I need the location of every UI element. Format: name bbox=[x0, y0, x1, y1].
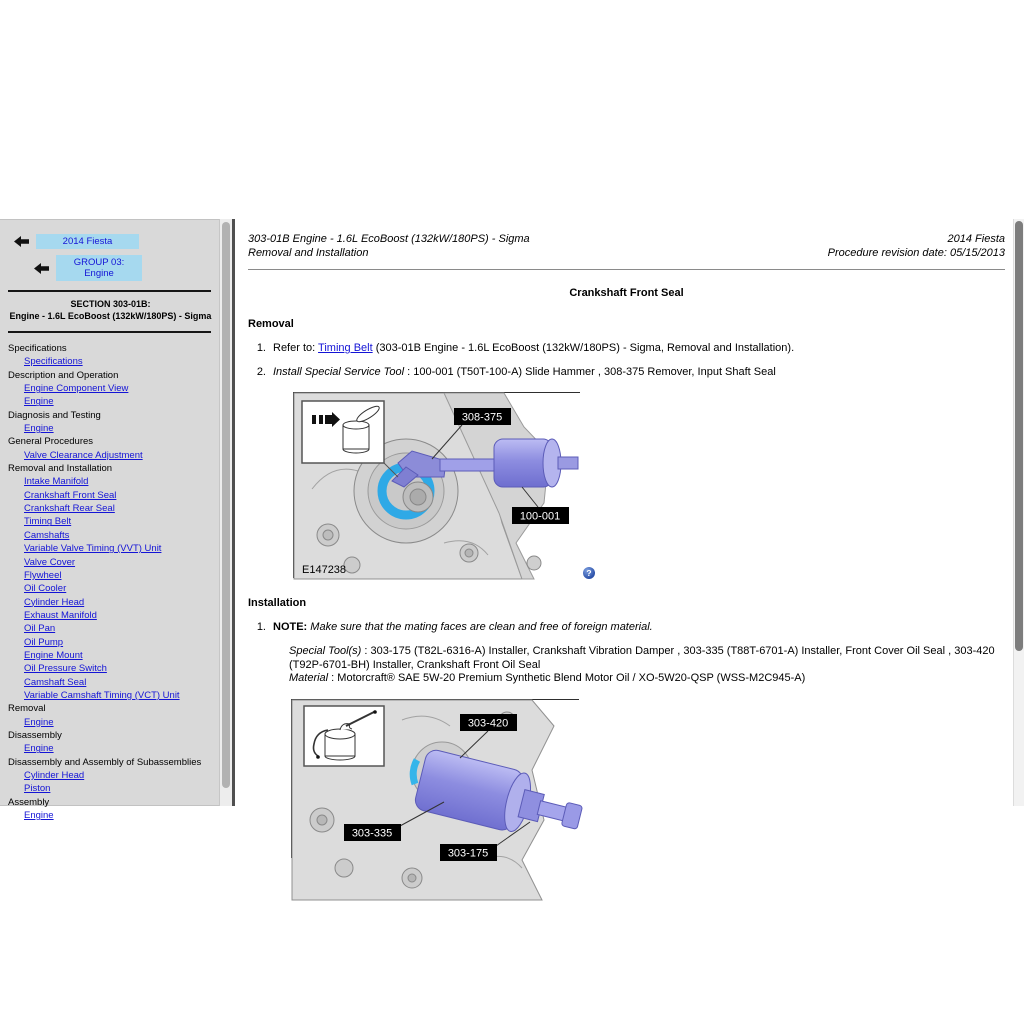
sidebar-link-valve-clearance-adjustment[interactable]: Valve Clearance Adjustment bbox=[24, 449, 143, 461]
section-title-line1: SECTION 303-01B: bbox=[70, 299, 151, 309]
nav-link-row bbox=[8, 716, 213, 729]
removal-step-1 bbox=[248, 342, 1005, 354]
nav-link-row bbox=[8, 542, 213, 555]
step-text: Install Special Service Tool : 100-001 (T50T-100-A) Slide Hammer , 308-375 Remover, Input Shaft Seal bbox=[273, 366, 776, 378]
nav-link-row bbox=[8, 649, 213, 662]
sidebar-link-timing-belt[interactable]: Timing Belt bbox=[24, 516, 72, 528]
back-arrow-icon[interactable] bbox=[34, 263, 49, 274]
sidebar-divider bbox=[8, 331, 211, 333]
sidebar-link-intake-manifold[interactable]: Intake Manifold bbox=[24, 476, 89, 488]
step-number: 1. bbox=[256, 342, 266, 354]
revision-date: Procedure revision date: 05/15/2013 bbox=[827, 246, 1005, 259]
sidebar-link-group-03-engine[interactable]: GROUP 03: Engine bbox=[56, 255, 142, 281]
figure-label: 303-420 bbox=[467, 717, 509, 729]
sidebar-link-engine[interactable]: Engine bbox=[24, 743, 54, 755]
sidebar-link-cylinder-head[interactable]: Cylinder Head bbox=[24, 596, 85, 608]
nav-group-header: Disassembly bbox=[8, 729, 62, 741]
figure-2-seal-installation bbox=[291, 699, 579, 858]
sidebar-link-cylinder-head[interactable]: Cylinder Head bbox=[24, 770, 85, 781]
figure-label: 303-175 bbox=[447, 847, 489, 859]
nav-link-row bbox=[8, 582, 213, 595]
page-scrollbar[interactable] bbox=[1013, 219, 1024, 806]
figure-label: 308-375 bbox=[461, 411, 503, 424]
step-number: 1. bbox=[256, 621, 266, 633]
removal-step-2 bbox=[248, 366, 1005, 378]
nav-group-header: Removal bbox=[8, 703, 46, 715]
procedure-page bbox=[235, 219, 1013, 859]
sidebar-link-exhaust-manifold[interactable]: Exhaust Manifold bbox=[24, 609, 97, 621]
figure-1-wrap bbox=[293, 392, 592, 578]
nav-group-header: Assembly bbox=[8, 796, 50, 808]
nav-link-row bbox=[8, 449, 213, 462]
nav-link-row bbox=[8, 636, 213, 649]
header-rule bbox=[248, 269, 1005, 270]
section-title-line2: Engine - 1.6L EcoBoost (132kW/180PS) - Sigma bbox=[9, 310, 212, 321]
special-tools-line: Special Tool(s) : 303-175 (T82L-6316-A) Installer, Crankshaft Vibration Damper , 303-335 (T88T-6701-A) Installer, Front Cover Oil Seal , 303-420 (T92P-6701-BH) Installer, Crankshaft Front Oil Seal bbox=[289, 645, 995, 671]
nav-link-row bbox=[8, 569, 213, 582]
sidebar-scrollbar-thumb[interactable] bbox=[222, 222, 230, 788]
special-tools-block bbox=[289, 645, 1005, 686]
material-line: Material : Motorcraft® SAE 5W-20 Premium Synthetic Blend Motor Oil / XO-5W20-QSP (WSS-M2C945-A) bbox=[289, 672, 806, 684]
sidebar-link-variable-valve-timing-vvt-unit[interactable]: Variable Valve Timing (VVT) Unit bbox=[24, 543, 162, 555]
nav-group-header: Disassembly and Assembly of Subassemblies bbox=[8, 756, 202, 768]
sidebar bbox=[0, 219, 219, 822]
nav-link-row bbox=[8, 662, 213, 675]
nav-group-header: Description and Operation bbox=[8, 369, 119, 381]
page-scrollbar-thumb[interactable] bbox=[1015, 221, 1023, 651]
nav-link-row bbox=[8, 475, 213, 488]
nav-link-row bbox=[8, 556, 213, 569]
back-nav-group bbox=[34, 255, 213, 281]
sidebar-link-flywheel[interactable]: Flywheel bbox=[24, 569, 62, 581]
doc-subtitle: Removal and Installation bbox=[248, 246, 369, 259]
sidebar-link-valve-cover[interactable]: Valve Cover bbox=[24, 556, 76, 568]
nav-link-row bbox=[8, 689, 213, 702]
figure-1-seal-removal bbox=[293, 392, 580, 578]
installation-step-1 bbox=[248, 621, 1005, 633]
sidebar-link-2014-fiesta[interactable]: 2014 Fiesta bbox=[36, 234, 139, 249]
figure-2-diagram bbox=[292, 700, 580, 900]
section-title bbox=[8, 299, 213, 322]
nav-group-header: General Procedures bbox=[8, 436, 94, 448]
sidebar-link-oil-pan[interactable]: Oil Pan bbox=[24, 623, 56, 635]
sidebar-link-crankshaft-front-seal[interactable]: Crankshaft Front Seal bbox=[24, 489, 117, 501]
sidebar-nav bbox=[8, 342, 213, 822]
nav-link-row bbox=[8, 622, 213, 635]
sidebar-link-engine[interactable]: Engine bbox=[24, 716, 54, 728]
nav-link-row bbox=[8, 782, 213, 795]
nav-link-row bbox=[8, 422, 213, 435]
figure-1-diagram bbox=[294, 393, 581, 579]
nav-link-row bbox=[8, 742, 213, 755]
nav-group-header: Removal and Installation bbox=[8, 463, 113, 475]
sidebar-link-piston[interactable]: Piston bbox=[24, 783, 51, 795]
nav-group-header: Specifications bbox=[8, 343, 67, 354]
sidebar-link-camshaft-seal[interactable]: Camshaft Seal bbox=[24, 676, 87, 688]
nav-link-row bbox=[8, 609, 213, 622]
sidebar-link-oil-pump[interactable]: Oil Pump bbox=[24, 636, 64, 648]
doc-header bbox=[248, 233, 1005, 260]
figure-code: E147238 bbox=[302, 564, 347, 576]
nav-link-row bbox=[8, 769, 213, 782]
sidebar-link-oil-cooler[interactable]: Oil Cooler bbox=[24, 583, 67, 595]
manual-viewer bbox=[0, 219, 1024, 859]
figure-label: 303-335 bbox=[351, 827, 393, 839]
doc-title: 303-01B Engine - 1.6L EcoBoost (132kW/180PS) - Sigma bbox=[248, 233, 530, 245]
sidebar-link-engine-component-view[interactable]: Engine Component View bbox=[24, 383, 129, 395]
step-text: NOTE: Make sure that the mating faces are clean and free of foreign material. bbox=[273, 621, 653, 633]
nav-link-row bbox=[8, 502, 213, 515]
nav-link-row bbox=[8, 355, 213, 368]
sidebar-link-crankshaft-rear-seal[interactable]: Crankshaft Rear Seal bbox=[24, 503, 115, 515]
sidebar-link-engine-mount[interactable]: Engine Mount bbox=[24, 649, 83, 661]
nav-link-row bbox=[8, 529, 213, 542]
figure-label: 100-001 bbox=[519, 510, 561, 523]
sidebar-scrollbar[interactable] bbox=[219, 219, 232, 806]
step-number: 2. bbox=[256, 366, 266, 378]
back-nav-vehicle bbox=[14, 234, 213, 249]
nav-link-row bbox=[8, 489, 213, 502]
sidebar-link-oil-pressure-switch[interactable]: Oil Pressure Switch bbox=[24, 663, 107, 675]
nav-link-row bbox=[8, 395, 213, 408]
nav-link-row bbox=[8, 809, 213, 822]
sidebar-link-engine[interactable]: Engine bbox=[24, 423, 54, 435]
installation-heading: Installation bbox=[248, 597, 307, 609]
vehicle-label: 2014 Fiesta bbox=[947, 233, 1005, 245]
sidebar-link-engine[interactable]: Engine bbox=[24, 396, 54, 408]
sidebar-link-camshafts[interactable]: Camshafts bbox=[24, 529, 70, 541]
nav-link-row bbox=[8, 515, 213, 528]
sidebar-link-specifications[interactable]: Specifications bbox=[24, 356, 83, 368]
page-title: Crankshaft Front Seal bbox=[569, 287, 684, 299]
sidebar-link-variable-camshaft-timing-vct-unit[interactable]: Variable Camshaft Timing (VCT) Unit bbox=[24, 689, 180, 701]
sidebar-link-engine[interactable]: Engine bbox=[24, 810, 54, 822]
timing-belt-link[interactable]: Timing Belt bbox=[318, 342, 373, 354]
nav-link-row bbox=[8, 382, 213, 395]
nav-group-header: Diagnosis and Testing bbox=[8, 409, 101, 421]
step-text: Refer to: Timing Belt (303-01B Engine - 1.6L EcoBoost (132kW/180PS) - Sigma, Removal and Installation). bbox=[273, 342, 795, 354]
nav-link-row bbox=[8, 596, 213, 609]
help-icon[interactable]: ? bbox=[583, 567, 595, 579]
nav-link-row bbox=[8, 676, 213, 689]
sidebar-divider bbox=[8, 290, 211, 292]
removal-heading: Removal bbox=[248, 318, 294, 330]
back-arrow-icon[interactable] bbox=[14, 236, 29, 247]
